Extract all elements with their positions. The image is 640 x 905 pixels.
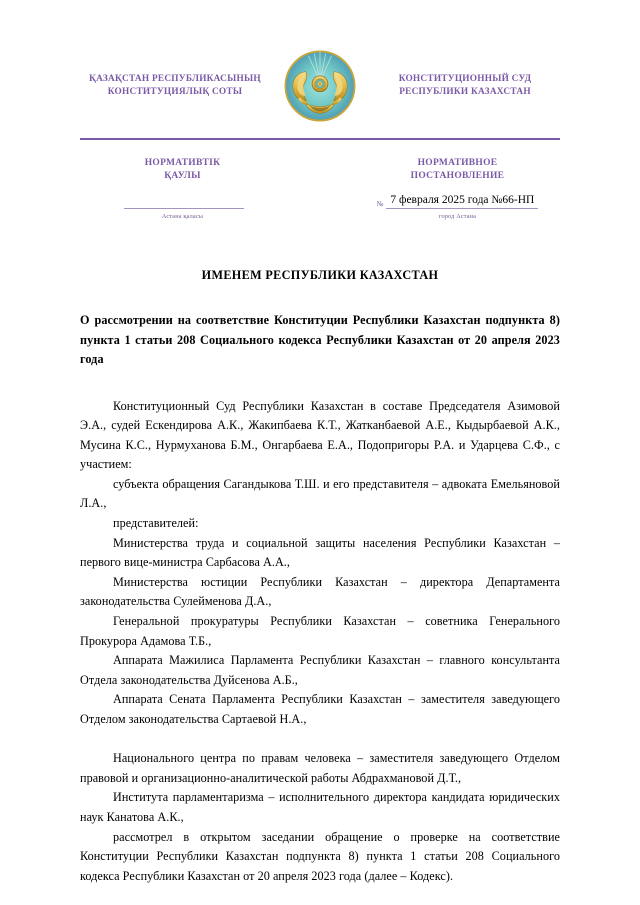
- document-type-kazakh-line1: НОРМАТИВТІК: [144, 158, 221, 168]
- body-paragraph: Аппарата Сената Парламента Республики Казахстан – заместителя заведующего Отделом законодательства Сартаевой Н.А.,: [80, 692, 560, 726]
- letterhead-russian-line1: КОНСТИТУЦИОННЫЙ СУД: [398, 74, 532, 84]
- letterhead-russian-title: [370, 73, 560, 99]
- body-paragraph: Национального центра по правам человека – заместителя заведующего Отделом правовой и организационно-аналитической работы Абдрахмановой Д.Т.,: [80, 751, 560, 785]
- body-paragraph: рассмотрел в открытом заседании обращение о проверке на соответствие Конституции Республики Казахстан подпункта 8) пункта 1 статьи 208 Социального кодекса Республики Казахстан от 20 апреля 2023 года (далее – Кодекс).: [80, 829, 560, 883]
- document-type-russian: [355, 157, 560, 220]
- document-type-kazakh: [80, 157, 285, 220]
- document-body: [80, 397, 560, 887]
- in-name-of-republic-heading: ИМЕНЕМ РЕСПУБЛИКИ КАЗАХСТАН: [201, 268, 439, 282]
- city-kazakh: Астана қаласы: [161, 213, 204, 220]
- document-type-russian-title: [355, 157, 560, 182]
- document-type-kazakh-title: [80, 157, 285, 182]
- document-number-russian-row: [355, 195, 560, 209]
- letterhead-russian-line2: РЕСПУБЛИКИ КАЗАХСТАН: [399, 87, 531, 97]
- document-type-russian-line2: ПОСТАНОВЛЕНИЕ: [410, 170, 505, 181]
- document-number-kazakh-value: [124, 207, 244, 209]
- letterhead: [80, 0, 560, 125]
- body-paragraph: Министерства труда и социальной защиты населения Республики Казахстан – первого вице-министра Сарбасова А.А.,: [80, 535, 560, 570]
- letterhead-kazakh-title: [80, 73, 270, 99]
- letterhead-kazakh-line2: КОНСТИТУЦИЯЛЫҚ СОТЫ: [107, 87, 243, 97]
- document-number-kazakh-row: [80, 195, 285, 209]
- document-number-russian-value: 7 февраля 2025 года №66-НП: [386, 194, 538, 209]
- body-paragraph: Конституционный Суд Республики Казахстан в составе Председателя Азимовой Э.А., судей Ескендирова А.К., Жакипбаева К.Т., Жатканбаевой А.Е., Кыдырбаевой А.К., Мусина К.С., Нурмуханова Б.М., Онгарбаева Е.А., Подопригоры Р.А. и Ударцева С.Ф., с участием:: [80, 398, 560, 472]
- body-paragraph: субъекта обращения Сагандыкова Т.Ш. и его представителя – адвоката Емельяновой Л.А.,: [80, 476, 560, 511]
- kazakhstan-state-emblem-icon: [284, 50, 356, 122]
- letterhead-divider: [80, 138, 560, 140]
- emblem-container: [283, 49, 357, 123]
- document-type-kazakh-line2: ҚАУЛЫ: [164, 170, 201, 181]
- number-symbol-russian: №: [376, 200, 384, 208]
- document-type-block: [80, 157, 560, 220]
- document-subject-heading: О рассмотрении на соответствие Конституции Республики Казахстан подпункта 8) пункта 1 статьи 208 Социального кодекса Республики Казахстан от 20 апреля 2023 года: [80, 313, 560, 366]
- body-paragraph: Генеральной прокуратуры Республики Казахстан – советника Генерального Прокурора Адамова Т.Б.,: [80, 614, 560, 648]
- body-paragraph: Министерства юстиции Республики Казахстан – директора Департамента законодательства Сулейменова Д.А.,: [80, 574, 560, 609]
- city-russian: город Астана: [438, 213, 477, 220]
- document-type-russian-line1: НОРМАТИВНОЕ: [417, 158, 498, 168]
- body-paragraph: Аппарата Мажилиса Парламента Республики Казахстан – главного консультанта Отдела законодательства Дуйсенова А.Б.,: [80, 653, 560, 687]
- body-paragraph: представителей:: [113, 516, 199, 531]
- letterhead-kazakh-line1: ҚАЗАҚСТАН РЕСПУБЛИКАСЫНЫҢ: [89, 74, 261, 84]
- body-paragraph: Института парламентаризма – исполнительного директора кандидата юридических наук Канатова А.К.,: [80, 790, 560, 824]
